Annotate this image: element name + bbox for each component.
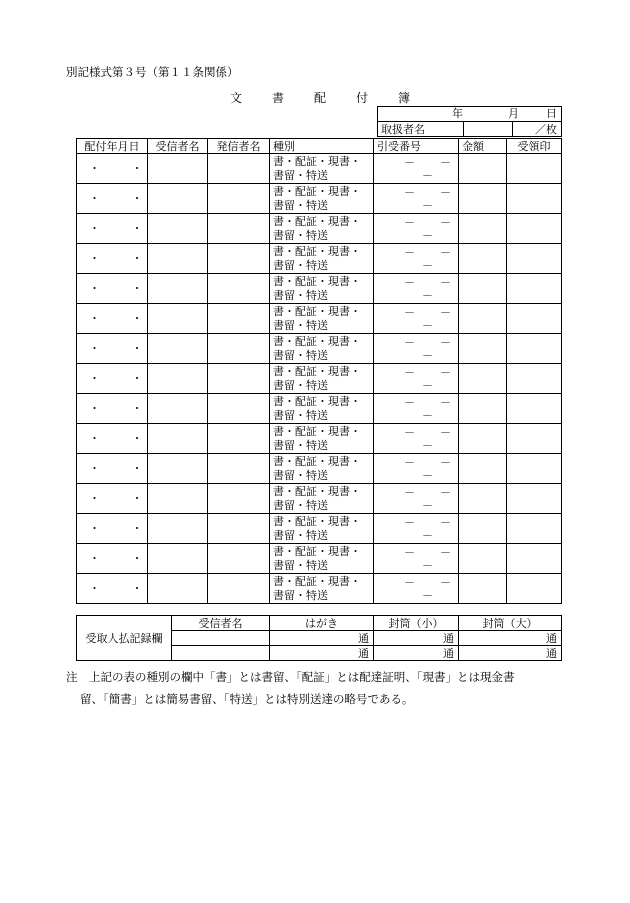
table-row [77, 214, 562, 244]
kind-options-line-1: 書・配証・現書・ [273, 394, 361, 408]
kind-cell[interactable] [270, 544, 374, 574]
recipient-cell[interactable] [148, 334, 208, 364]
kind-cell[interactable] [270, 364, 374, 394]
ref-dash: － [404, 396, 415, 409]
footnote-line-1: 注 上記の表の種別の欄中「書」とは書留、「配証」とは配達証明、「現書」とは現金書 [66, 670, 515, 684]
page-title [230, 89, 410, 106]
date-cell[interactable]: ・ ・ [77, 544, 148, 574]
receipt-seal-cell[interactable] [507, 484, 562, 514]
receipt-envelope-small-count[interactable]: 通 [374, 631, 459, 646]
kind-options-line-2: 書留・特送 [273, 228, 328, 242]
ref-number-cell[interactable] [374, 484, 459, 514]
kind-options-line-2: 書留・特送 [273, 558, 328, 572]
ref-dash: － [422, 589, 433, 602]
ref-dash: － [440, 396, 451, 409]
kind-options-line-2: 書留・特送 [273, 408, 328, 422]
kind-options-line-1: 書・配証・現書・ [273, 424, 361, 438]
receipt-seal-cell[interactable] [507, 154, 562, 184]
receipt-postcard-count[interactable]: 通 [270, 646, 374, 661]
receipt-seal-cell[interactable] [507, 304, 562, 334]
ref-dash: － [422, 439, 433, 452]
amount-cell[interactable] [459, 334, 507, 364]
table-row [77, 424, 562, 454]
ref-dash: － [404, 156, 415, 169]
footnote [66, 666, 576, 710]
ref-dash: － [440, 576, 451, 589]
date-cell[interactable]: ・ ・ [77, 214, 148, 244]
table-row [77, 364, 562, 394]
col-header-recipient: 受信者名 [148, 139, 208, 154]
kind-cell[interactable] [270, 424, 374, 454]
kind-options-line-2: 書留・特送 [273, 468, 328, 482]
ref-dash: － [404, 246, 415, 259]
ref-dash: － [404, 546, 415, 559]
ref-dash: － [422, 499, 433, 512]
title-char: 簿 [397, 91, 410, 105]
ref-dash: － [422, 349, 433, 362]
table-row [77, 154, 562, 184]
ref-dash: － [404, 516, 415, 529]
kind-options-line-1: 書・配証・現書・ [273, 514, 361, 528]
recipient-cell[interactable] [148, 244, 208, 274]
date-cell[interactable]: ・ ・ [77, 394, 148, 424]
ref-dash: － [440, 246, 451, 259]
amount-cell[interactable] [459, 154, 507, 184]
kind-cell[interactable] [270, 184, 374, 214]
date-cell[interactable]: ・ ・ [77, 454, 148, 484]
ref-dash: － [422, 199, 433, 212]
sender-cell[interactable] [208, 274, 270, 304]
table-row [77, 394, 562, 424]
ref-dash: － [440, 366, 451, 379]
kind-options-line-1: 書・配証・現書・ [273, 304, 361, 318]
receipt-header-postcard: はがき [270, 616, 374, 631]
kind-options-line-1: 書・配証・現書・ [273, 454, 361, 468]
ref-number-cell[interactable] [374, 244, 459, 274]
amount-cell[interactable] [459, 394, 507, 424]
kind-cell[interactable] [270, 214, 374, 244]
title-char: 配 [313, 91, 326, 105]
kind-options-line-1: 書・配証・現書・ [273, 184, 361, 198]
ref-dash: － [422, 379, 433, 392]
recipient-cell[interactable] [148, 214, 208, 244]
ref-dash: － [422, 559, 433, 572]
ref-dash: － [404, 486, 415, 499]
recipient-cell[interactable] [148, 424, 208, 454]
amount-cell[interactable] [459, 484, 507, 514]
date-line-cell [378, 107, 562, 122]
receipt-seal-cell[interactable] [507, 544, 562, 574]
date-cell[interactable]: ・ ・ [77, 364, 148, 394]
amount-cell[interactable] [459, 184, 507, 214]
table-row [77, 514, 562, 544]
recipient-cell[interactable] [148, 514, 208, 544]
receipt-header-envelope-small: 封筒（小） [374, 616, 459, 631]
ref-number-cell[interactable] [374, 154, 459, 184]
ref-dash: － [440, 456, 451, 469]
ref-dash: － [422, 229, 433, 242]
sender-cell[interactable] [208, 454, 270, 484]
kind-options-line-2: 書留・特送 [273, 588, 328, 602]
title-char: 書 [271, 91, 284, 105]
ref-dash: － [422, 409, 433, 422]
ref-number-cell[interactable] [374, 514, 459, 544]
receipt-postcard-count[interactable]: 通 [270, 631, 374, 646]
footnote-line-2: 留、「簡書」とは簡易書留、「特送」とは特別送達の略号である。 [80, 692, 414, 706]
amount-cell[interactable] [459, 574, 507, 604]
amount-cell[interactable] [459, 304, 507, 334]
ref-number-cell[interactable] [374, 574, 459, 604]
table-row [77, 574, 562, 604]
amount-cell[interactable] [459, 274, 507, 304]
kind-options-line-1: 書・配証・現書・ [273, 484, 361, 498]
ref-number-cell[interactable] [374, 544, 459, 574]
year-label: 年 [452, 107, 463, 120]
ref-dash: － [422, 529, 433, 542]
ref-number-cell[interactable] [374, 334, 459, 364]
sender-cell[interactable] [208, 574, 270, 604]
amount-cell[interactable] [459, 514, 507, 544]
receipt-seal-cell[interactable] [507, 394, 562, 424]
receipt-header-envelope-large: 封筒（大） [459, 616, 562, 631]
col-header-sender: 発信者名 [208, 139, 270, 154]
amount-cell[interactable] [459, 244, 507, 274]
receipt-label: 受取人払記録欄 [77, 616, 172, 661]
ref-number-cell[interactable] [374, 454, 459, 484]
ref-dash: － [404, 426, 415, 439]
kind-cell[interactable] [270, 334, 374, 364]
kind-options-line-2: 書留・特送 [273, 498, 328, 512]
kind-cell[interactable] [270, 484, 374, 514]
receipt-recipient-field[interactable] [172, 631, 270, 646]
receipt-recipient-field[interactable] [172, 646, 270, 661]
day-label: 日 [546, 107, 558, 120]
col-header-kind: 種別 [270, 139, 374, 154]
sender-cell[interactable] [208, 154, 270, 184]
recipient-cell[interactable] [148, 154, 208, 184]
form-label: 別記様式第３号（第１１条関係） [66, 65, 239, 79]
col-header-amount: 金額 [459, 139, 507, 154]
date-cell[interactable]: ・ ・ [77, 274, 148, 304]
sender-cell[interactable] [208, 214, 270, 244]
kind-options-line-1: 書・配証・現書・ [273, 364, 361, 378]
table-row [77, 334, 562, 364]
ref-dash: － [422, 319, 433, 332]
kind-options-line-2: 書留・特送 [273, 348, 328, 362]
kind-options-line-1: 書・配証・現書・ [273, 244, 361, 258]
receipt-record-table [76, 615, 562, 661]
col-header-receipt-seal: 受領印 [507, 139, 562, 154]
receipt-envelope-small-count[interactable]: 通 [374, 646, 459, 661]
receipt-seal-cell[interactable] [507, 184, 562, 214]
kind-options-line-2: 書留・特送 [273, 168, 328, 182]
kind-options-line-2: 書留・特送 [273, 438, 328, 452]
kind-options-line-1: 書・配証・現書・ [273, 544, 361, 558]
receipt-seal-cell[interactable] [507, 454, 562, 484]
receipt-seal-cell[interactable] [507, 574, 562, 604]
kind-options-line-2: 書留・特送 [273, 318, 328, 332]
recipient-cell[interactable] [148, 574, 208, 604]
date-cell[interactable]: ・ ・ [77, 244, 148, 274]
recipient-cell[interactable] [148, 184, 208, 214]
ref-dash: － [404, 456, 415, 469]
ref-dash: － [422, 289, 433, 302]
kind-options-line-1: 書・配証・現書・ [273, 334, 361, 348]
date-cell[interactable]: ・ ・ [77, 304, 148, 334]
recipient-cell[interactable] [148, 454, 208, 484]
recipient-cell[interactable] [148, 544, 208, 574]
kind-cell[interactable] [270, 454, 374, 484]
kind-options-line-2: 書留・特送 [273, 198, 328, 212]
receipt-header-recipient: 受信者名 [172, 616, 270, 631]
receipt-seal-cell[interactable] [507, 214, 562, 244]
sender-cell[interactable] [208, 304, 270, 334]
amount-cell[interactable] [459, 424, 507, 454]
title-char: 付 [355, 91, 368, 105]
kind-cell[interactable] [270, 394, 374, 424]
ref-dash: － [404, 336, 415, 349]
kind-options-line-1: 書・配証・現書・ [273, 154, 361, 168]
sender-cell[interactable] [208, 424, 270, 454]
receipt-seal-cell[interactable] [507, 244, 562, 274]
amount-cell[interactable] [459, 364, 507, 394]
receipt-seal-cell[interactable] [507, 364, 562, 394]
title-char: 文 [230, 91, 243, 105]
date-cell[interactable]: ・ ・ [77, 184, 148, 214]
ref-number-cell[interactable] [374, 304, 459, 334]
ref-dash: － [440, 486, 451, 499]
table-row [77, 454, 562, 484]
kind-options-line-2: 書留・特送 [273, 258, 328, 272]
sender-cell[interactable] [208, 514, 270, 544]
amount-cell[interactable] [459, 214, 507, 244]
receipt-seal-cell[interactable] [507, 514, 562, 544]
ref-dash: － [422, 469, 433, 482]
table-row [77, 274, 562, 304]
receipt-envelope-large-count[interactable]: 通 [459, 631, 562, 646]
ref-dash: － [440, 306, 451, 319]
date-cell[interactable]: ・ ・ [77, 484, 148, 514]
sender-cell[interactable] [208, 544, 270, 574]
ref-dash: － [440, 216, 451, 229]
date-cell[interactable]: ・ ・ [77, 514, 148, 544]
ref-dash: － [404, 366, 415, 379]
recipient-cell[interactable] [148, 484, 208, 514]
kind-options-line-2: 書留・特送 [273, 378, 328, 392]
ref-dash: － [440, 426, 451, 439]
ref-dash: － [404, 576, 415, 589]
ref-dash: － [440, 546, 451, 559]
ref-number-cell[interactable] [374, 424, 459, 454]
table-row [77, 184, 562, 214]
ref-number-cell[interactable] [374, 184, 459, 214]
kind-cell[interactable] [270, 514, 374, 544]
recipient-cell[interactable] [148, 274, 208, 304]
recipient-cell[interactable] [148, 304, 208, 334]
ref-dash: － [404, 276, 415, 289]
col-header-ref-number: 引受番号 [374, 139, 459, 154]
date-cell[interactable]: ・ ・ [77, 424, 148, 454]
table-header-row [77, 139, 562, 154]
ref-dash: － [404, 216, 415, 229]
kind-options-line-1: 書・配証・現書・ [273, 274, 361, 288]
amount-cell[interactable] [459, 454, 507, 484]
distribution-table [76, 138, 562, 604]
kind-options-line-1: 書・配証・現書・ [273, 214, 361, 228]
ref-number-cell[interactable] [374, 364, 459, 394]
sender-cell[interactable] [208, 334, 270, 364]
sender-cell[interactable] [208, 394, 270, 424]
amount-cell[interactable] [459, 544, 507, 574]
table-row [77, 244, 562, 274]
header-date-table [377, 106, 562, 137]
ref-dash: － [422, 259, 433, 272]
handler-name-field[interactable] [464, 122, 513, 137]
ref-dash: － [422, 169, 433, 182]
table-row [77, 484, 562, 514]
ref-dash: － [440, 336, 451, 349]
recipient-cell[interactable] [148, 364, 208, 394]
receipt-envelope-large-count[interactable]: 通 [459, 646, 562, 661]
table-row [77, 304, 562, 334]
sender-cell[interactable] [208, 184, 270, 214]
ref-dash: － [440, 156, 451, 169]
recipient-cell[interactable] [148, 394, 208, 424]
receipt-seal-cell[interactable] [507, 334, 562, 364]
kind-options-line-2: 書留・特送 [273, 288, 328, 302]
ref-number-cell[interactable] [374, 214, 459, 244]
receipt-seal-cell[interactable] [507, 424, 562, 454]
sender-cell[interactable] [208, 484, 270, 514]
col-header-date: 配付年月日 [77, 139, 148, 154]
kind-options-line-2: 書留・特送 [273, 528, 328, 542]
receipt-seal-cell[interactable] [507, 274, 562, 304]
kind-cell[interactable] [270, 154, 374, 184]
date-cell[interactable]: ・ ・ [77, 574, 148, 604]
kind-cell[interactable] [270, 244, 374, 274]
kind-options-line-1: 書・配証・現書・ [273, 574, 361, 588]
ref-dash: － [440, 276, 451, 289]
sheet-count-cell: ／枚 [513, 122, 562, 137]
table-row [77, 544, 562, 574]
ref-dash: － [440, 186, 451, 199]
month-label: 月 [508, 107, 519, 120]
ref-number-cell[interactable] [374, 274, 459, 304]
ref-dash: － [404, 306, 415, 319]
kind-cell[interactable] [270, 274, 374, 304]
sender-cell[interactable] [208, 364, 270, 394]
date-cell[interactable]: ・ ・ [77, 154, 148, 184]
kind-cell[interactable] [270, 574, 374, 604]
ref-dash: － [404, 186, 415, 199]
ref-dash: － [440, 516, 451, 529]
handler-label-cell: 取扱者名 [378, 122, 464, 137]
date-cell[interactable]: ・ ・ [77, 334, 148, 364]
ref-number-cell[interactable] [374, 394, 459, 424]
sender-cell[interactable] [208, 244, 270, 274]
kind-cell[interactable] [270, 304, 374, 334]
